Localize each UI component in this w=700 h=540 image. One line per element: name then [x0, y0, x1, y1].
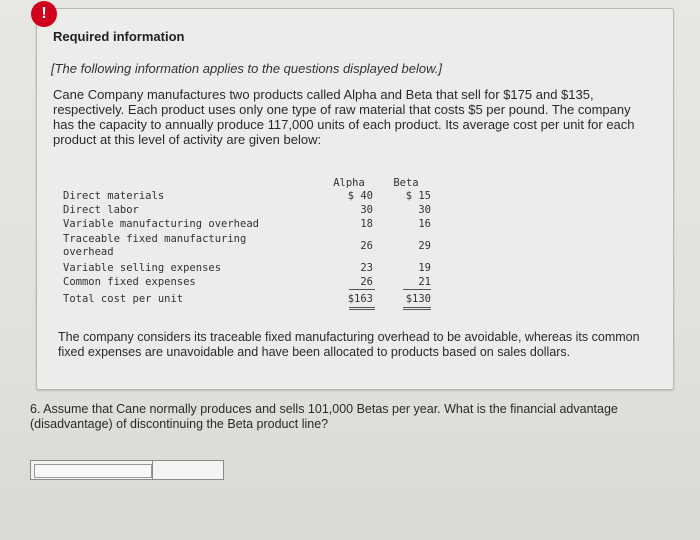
beta-value: 30 [418, 204, 431, 216]
answer-input[interactable] [34, 464, 152, 478]
table-row [63, 276, 431, 290]
alpha-value: 23 [360, 262, 373, 274]
row-label: Variable manufacturing overhead [63, 218, 259, 230]
row-label: Direct materials [63, 190, 165, 202]
exclamation-icon: ! [31, 1, 57, 27]
total-label: Total cost per unit [63, 293, 184, 305]
column-header-beta: Beta [393, 177, 419, 189]
row-label: Direct labor [63, 204, 139, 216]
column-header-alpha: Alpha [333, 177, 365, 189]
beta-total-underline [403, 307, 431, 308]
row-label: Variable selling expenses [63, 262, 222, 274]
beta-value: $ 15 [405, 190, 431, 202]
answer-input-divider [152, 460, 153, 480]
note-box [48, 318, 658, 384]
table-row [63, 190, 431, 204]
alpha-total-double-underline [349, 309, 375, 310]
table-row [63, 218, 431, 232]
alpha-total-underline [349, 307, 375, 308]
required-information-subtitle: [The following information applies to the questions displayed below.] [51, 61, 442, 76]
alpha-value: 26 [360, 276, 373, 288]
beta-total-double-underline [403, 309, 431, 310]
question-text: 6. Assume that Cane normally produces and sells 101,000 Betas per year. What is the financial advantage (disadvantage) of discontinuing the Beta product line? [30, 402, 618, 431]
table-header-row [63, 177, 423, 191]
note-text: The company considers its traceable fixed manufacturing overhead to be avoidable, whereas its common fixed expenses are unavoidable and have been allocated to products based on sales dollars. [58, 330, 640, 359]
problem-intro: Cane Company manufactures two products called Alpha and Beta that sell for $175 and $135, respectively. Each product uses only one type of raw material that costs $5 per pound. The company has the capacity to annually produce 117,000 units of each product. Its average cost per unit for each product at this level of activity are given below: [53, 87, 635, 147]
beta-total: $130 [405, 293, 431, 305]
beta-value: 21 [418, 276, 431, 288]
beta-value: 29 [418, 240, 431, 252]
alpha-value: 18 [360, 218, 373, 230]
row-label: Common fixed expenses [63, 276, 196, 288]
table-row [63, 204, 431, 218]
beta-value: 16 [418, 218, 431, 230]
beta-subtotal-rule [403, 289, 431, 290]
required-information-title: Required information [53, 29, 185, 44]
table-total-row [63, 293, 431, 307]
alpha-total: $163 [347, 293, 373, 305]
alpha-value: 30 [360, 204, 373, 216]
alpha-subtotal-rule [349, 289, 375, 290]
alpha-value: 26 [360, 240, 373, 252]
alpha-value: $ 40 [347, 190, 373, 202]
table-row [63, 262, 431, 276]
table-row [63, 233, 431, 261]
beta-value: 19 [418, 262, 431, 274]
row-label: Traceable fixed manufacturing overhead [63, 233, 247, 258]
